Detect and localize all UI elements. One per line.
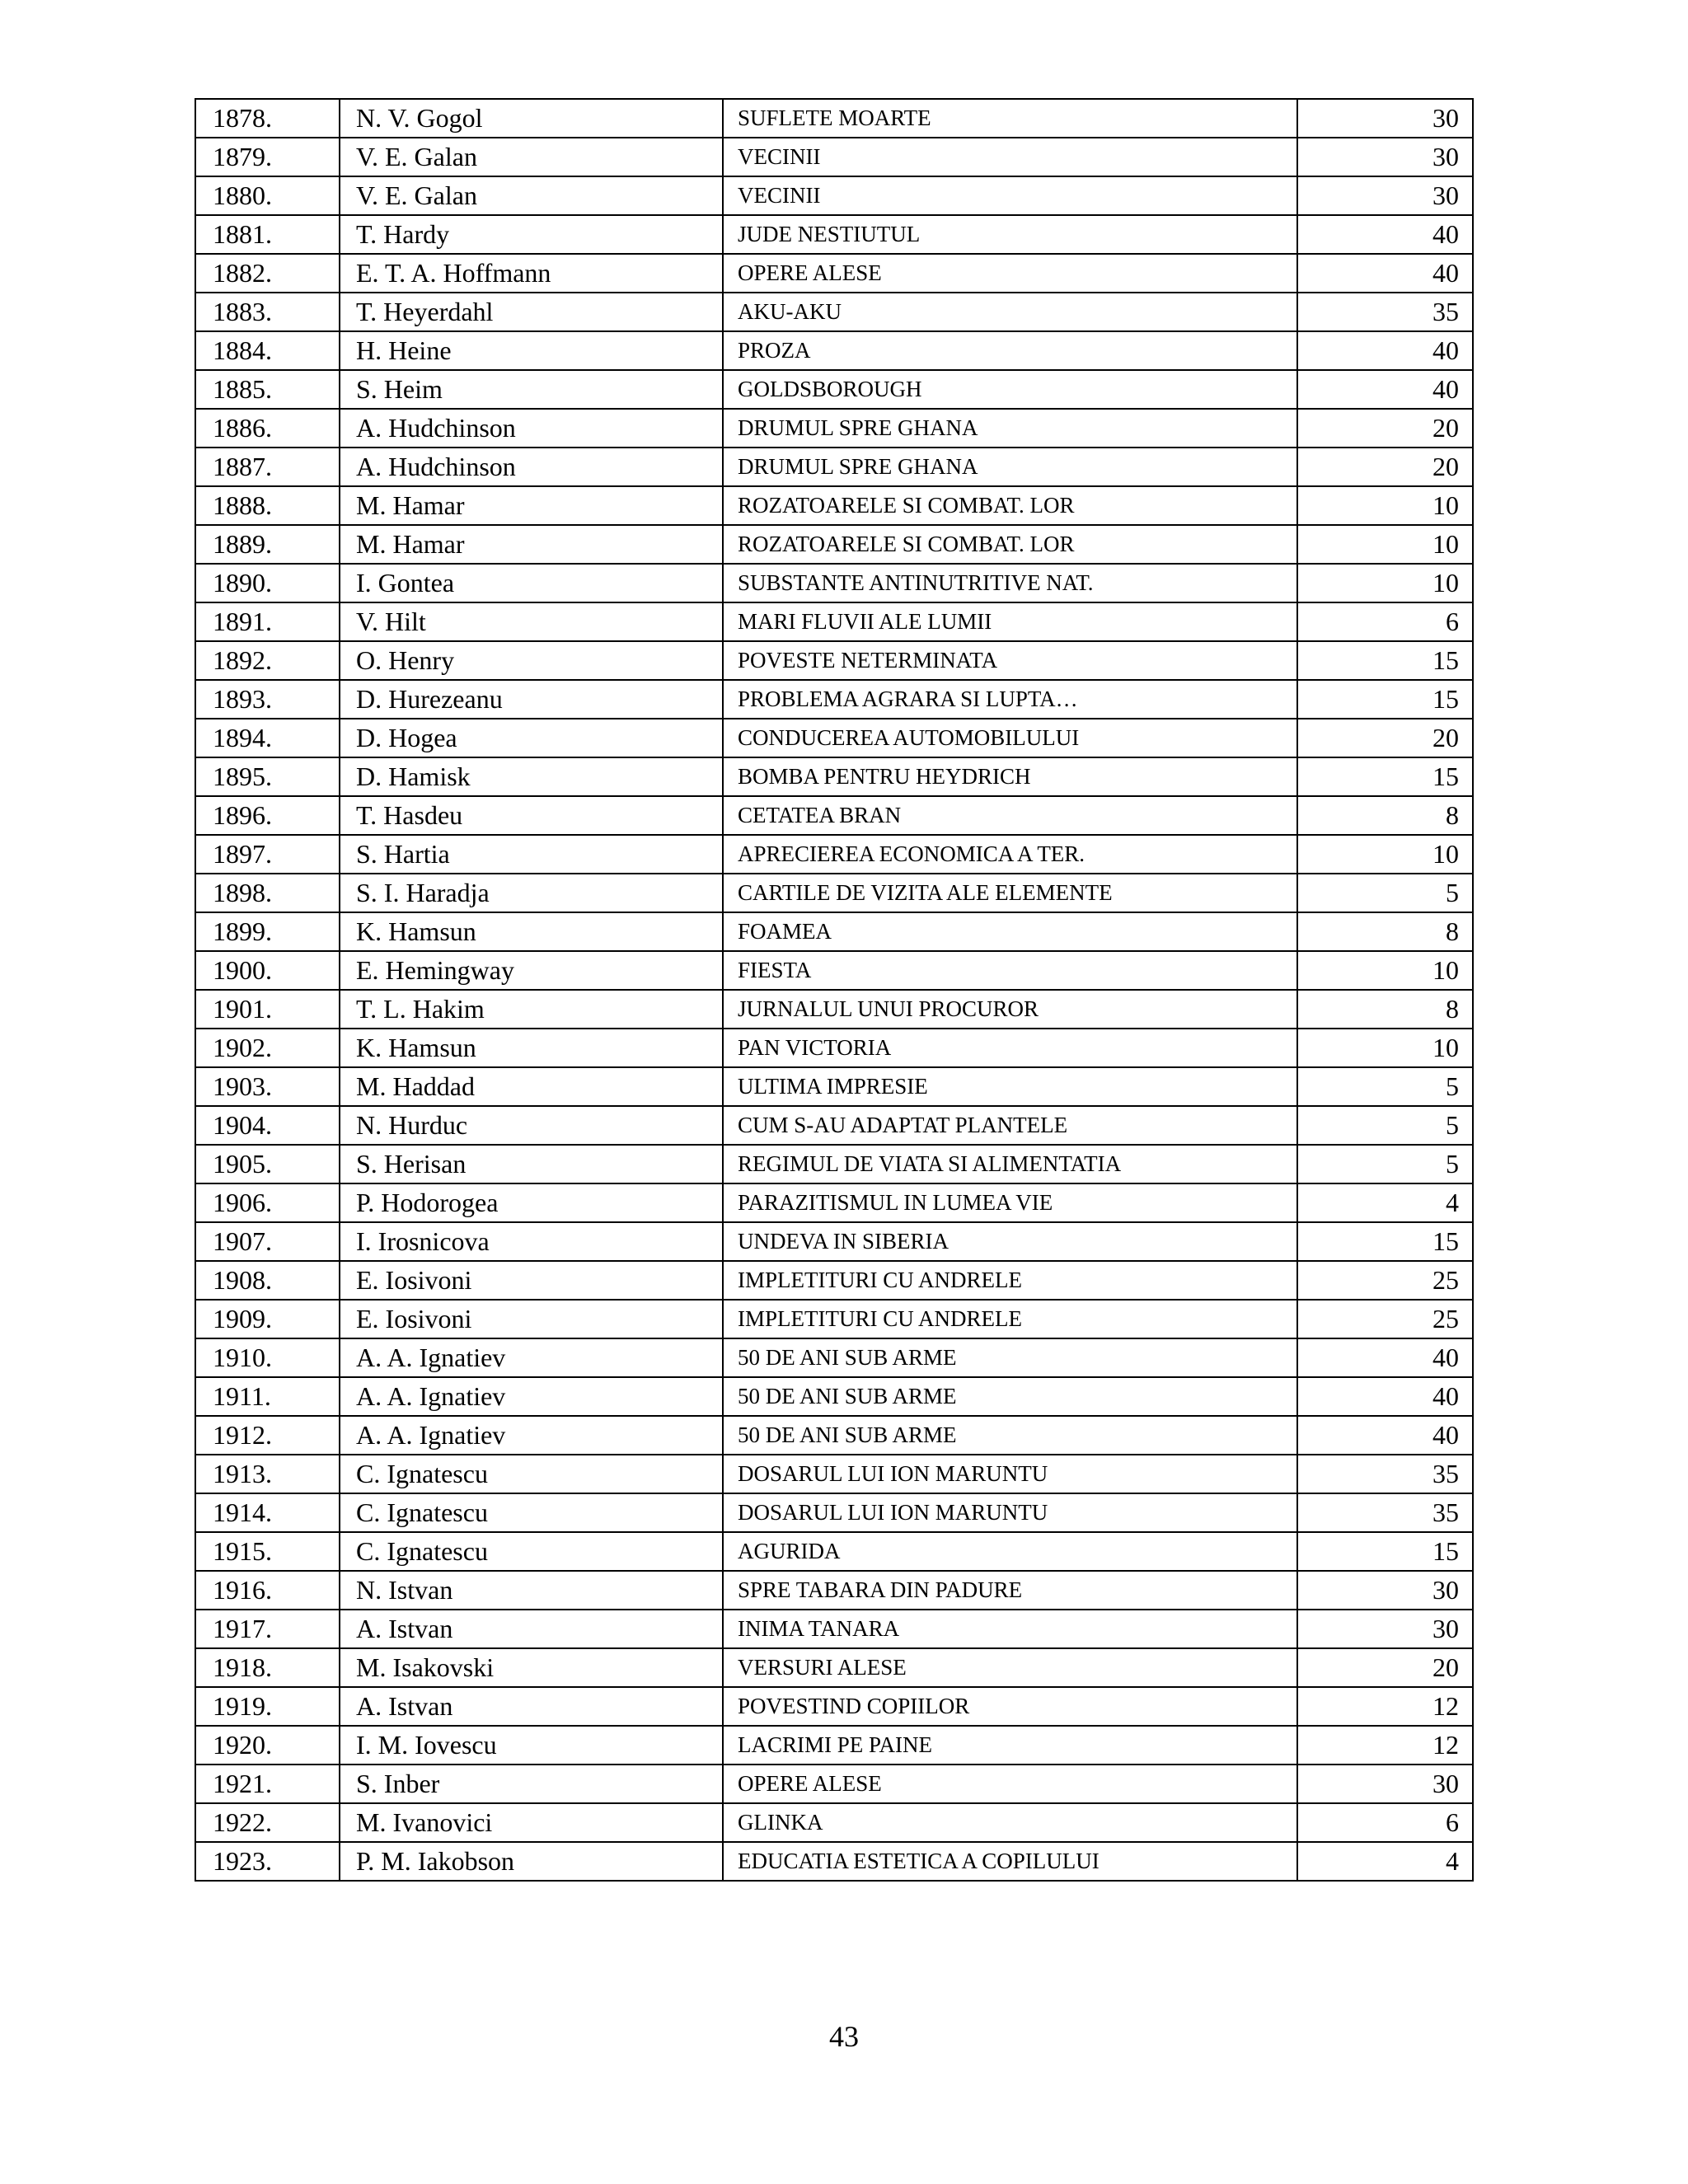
book-title-cell: FOAMEA (723, 912, 1297, 951)
book-title-cell: SUBSTANTE ANTINUTRITIVE NAT. (723, 564, 1297, 602)
row-number-cell: 1914. (195, 1493, 340, 1532)
quantity-cell: 5 (1297, 1067, 1473, 1106)
table-row (195, 370, 1473, 409)
quantity-cell: 10 (1297, 1029, 1473, 1067)
row-number-cell: 1895. (195, 757, 340, 796)
table-row (195, 1455, 1473, 1493)
author-cell: V. E. Galan (340, 176, 723, 215)
book-title-cell: CONDUCEREA AUTOMOBILULUI (723, 719, 1297, 757)
row-number-cell: 1919. (195, 1687, 340, 1726)
author-cell: M. Hamar (340, 486, 723, 525)
author-cell: M. Haddad (340, 1067, 723, 1106)
table-row (195, 254, 1473, 293)
author-cell: E. Hemingway (340, 951, 723, 990)
quantity-cell: 12 (1297, 1726, 1473, 1765)
author-cell: M. Hamar (340, 525, 723, 564)
row-number-cell: 1909. (195, 1300, 340, 1338)
book-title-cell: REGIMUL DE VIATA SI ALIMENTATIA (723, 1145, 1297, 1183)
row-number-cell: 1920. (195, 1726, 340, 1765)
table-row (195, 1765, 1473, 1803)
table-row (195, 1261, 1473, 1300)
book-title-cell: DOSARUL LUI ION MARUNTU (723, 1455, 1297, 1493)
author-cell: N. V. Gogol (340, 99, 723, 138)
quantity-cell: 30 (1297, 176, 1473, 215)
table-row (195, 138, 1473, 176)
book-title-cell: JUDE NESTIUTUL (723, 215, 1297, 254)
page-number: 43 (829, 2020, 859, 2053)
table-row (195, 1803, 1473, 1842)
quantity-cell: 8 (1297, 912, 1473, 951)
author-cell: C. Ignatescu (340, 1455, 723, 1493)
book-title-cell: 50 DE ANI SUB ARME (723, 1416, 1297, 1455)
table-row (195, 1687, 1473, 1726)
row-number-cell: 1887. (195, 448, 340, 486)
table-row (195, 1067, 1473, 1106)
quantity-cell: 25 (1297, 1300, 1473, 1338)
table-row (195, 1416, 1473, 1455)
row-number-cell: 1922. (195, 1803, 340, 1842)
book-title-cell: PAN VICTORIA (723, 1029, 1297, 1067)
author-cell: P. M. Iakobson (340, 1842, 723, 1881)
table-row (195, 990, 1473, 1029)
quantity-cell: 4 (1297, 1183, 1473, 1222)
quantity-cell: 40 (1297, 1416, 1473, 1455)
book-title-cell: GLINKA (723, 1803, 1297, 1842)
book-title-cell: JURNALUL UNUI PROCUROR (723, 990, 1297, 1029)
quantity-cell: 25 (1297, 1261, 1473, 1300)
row-number-cell: 1898. (195, 874, 340, 912)
row-number-cell: 1910. (195, 1338, 340, 1377)
table-row (195, 1183, 1473, 1222)
book-title-cell: LACRIMI PE PAINE (723, 1726, 1297, 1765)
author-cell: H. Heine (340, 331, 723, 370)
book-title-cell: 50 DE ANI SUB ARME (723, 1377, 1297, 1416)
row-number-cell: 1896. (195, 796, 340, 835)
table-row (195, 757, 1473, 796)
quantity-cell: 12 (1297, 1687, 1473, 1726)
author-cell: C. Ignatescu (340, 1493, 723, 1532)
row-number-cell: 1886. (195, 409, 340, 448)
quantity-cell: 10 (1297, 525, 1473, 564)
book-title-cell: DRUMUL SPRE GHANA (723, 448, 1297, 486)
author-cell: I. Irosnicova (340, 1222, 723, 1261)
author-cell: D. Hamisk (340, 757, 723, 796)
table-row (195, 293, 1473, 331)
quantity-cell: 5 (1297, 1106, 1473, 1145)
row-number-cell: 1894. (195, 719, 340, 757)
author-cell: E. Iosivoni (340, 1261, 723, 1300)
author-cell: K. Hamsun (340, 1029, 723, 1067)
table-row (195, 331, 1473, 370)
table-row (195, 680, 1473, 719)
book-title-cell: GOLDSBOROUGH (723, 370, 1297, 409)
author-cell: A. Istvan (340, 1610, 723, 1648)
book-title-cell: IMPLETITURI CU ANDRELE (723, 1300, 1297, 1338)
book-title-cell: IMPLETITURI CU ANDRELE (723, 1261, 1297, 1300)
quantity-cell: 15 (1297, 641, 1473, 680)
book-title-cell: PROBLEMA AGRARA SI LUPTA… (723, 680, 1297, 719)
table-row (195, 525, 1473, 564)
row-number-cell: 1880. (195, 176, 340, 215)
row-number-cell: 1893. (195, 680, 340, 719)
table-row (195, 1145, 1473, 1183)
book-title-cell: MARI FLUVII ALE LUMII (723, 602, 1297, 641)
row-number-cell: 1903. (195, 1067, 340, 1106)
book-title-cell: AGURIDA (723, 1532, 1297, 1571)
row-number-cell: 1878. (195, 99, 340, 138)
book-title-cell: VECINII (723, 138, 1297, 176)
row-number-cell: 1921. (195, 1765, 340, 1803)
quantity-cell: 5 (1297, 874, 1473, 912)
table-row (195, 641, 1473, 680)
table-row (195, 602, 1473, 641)
book-title-cell: SPRE TABARA DIN PADURE (723, 1571, 1297, 1610)
row-number-cell: 1892. (195, 641, 340, 680)
book-title-cell: CETATEA BRAN (723, 796, 1297, 835)
inventory-table-body (195, 99, 1473, 1881)
quantity-cell: 15 (1297, 757, 1473, 796)
row-number-cell: 1912. (195, 1416, 340, 1455)
author-cell: S. Hartia (340, 835, 723, 874)
book-title-cell: ROZATOARELE SI COMBAT. LOR (723, 525, 1297, 564)
author-cell: A. Istvan (340, 1687, 723, 1726)
author-cell: M. Isakovski (340, 1648, 723, 1687)
row-number-cell: 1885. (195, 370, 340, 409)
table-row (195, 912, 1473, 951)
table-row (195, 796, 1473, 835)
author-cell: V. E. Galan (340, 138, 723, 176)
row-number-cell: 1905. (195, 1145, 340, 1183)
table-row (195, 1532, 1473, 1571)
table-row (195, 1610, 1473, 1648)
table-row (195, 1222, 1473, 1261)
author-cell: T. Hardy (340, 215, 723, 254)
quantity-cell: 8 (1297, 796, 1473, 835)
row-number-cell: 1897. (195, 835, 340, 874)
author-cell: A. Hudchinson (340, 409, 723, 448)
table-row (195, 409, 1473, 448)
book-title-cell: VECINII (723, 176, 1297, 215)
author-cell: A. A. Ignatiev (340, 1416, 723, 1455)
quantity-cell: 30 (1297, 1571, 1473, 1610)
book-title-cell: PARAZITISMUL IN LUMEA VIE (723, 1183, 1297, 1222)
book-title-cell: OPERE ALESE (723, 254, 1297, 293)
quantity-cell: 40 (1297, 370, 1473, 409)
table-row (195, 874, 1473, 912)
row-number-cell: 1904. (195, 1106, 340, 1145)
row-number-cell: 1906. (195, 1183, 340, 1222)
author-cell: S. Heim (340, 370, 723, 409)
table-row (195, 1726, 1473, 1765)
author-cell: N. Hurduc (340, 1106, 723, 1145)
row-number-cell: 1889. (195, 525, 340, 564)
author-cell: I. Gontea (340, 564, 723, 602)
row-number-cell: 1916. (195, 1571, 340, 1610)
table-row (195, 486, 1473, 525)
quantity-cell: 10 (1297, 564, 1473, 602)
author-cell: K. Hamsun (340, 912, 723, 951)
table-row (195, 99, 1473, 138)
quantity-cell: 20 (1297, 448, 1473, 486)
book-title-cell: EDUCATIA ESTETICA A COPILULUI (723, 1842, 1297, 1881)
book-title-cell: BOMBA PENTRU HEYDRICH (723, 757, 1297, 796)
quantity-cell: 4 (1297, 1842, 1473, 1881)
row-number-cell: 1907. (195, 1222, 340, 1261)
author-cell: O. Henry (340, 641, 723, 680)
quantity-cell: 10 (1297, 486, 1473, 525)
row-number-cell: 1884. (195, 331, 340, 370)
quantity-cell: 10 (1297, 951, 1473, 990)
quantity-cell: 35 (1297, 1455, 1473, 1493)
row-number-cell: 1883. (195, 293, 340, 331)
book-title-cell: 50 DE ANI SUB ARME (723, 1338, 1297, 1377)
row-number-cell: 1879. (195, 138, 340, 176)
table-row (195, 1106, 1473, 1145)
quantity-cell: 10 (1297, 835, 1473, 874)
table-row (195, 835, 1473, 874)
author-cell: T. Heyerdahl (340, 293, 723, 331)
quantity-cell: 15 (1297, 1222, 1473, 1261)
table-row (195, 215, 1473, 254)
row-number-cell: 1913. (195, 1455, 340, 1493)
row-number-cell: 1915. (195, 1532, 340, 1571)
book-title-cell: CUM S-AU ADAPTAT PLANTELE (723, 1106, 1297, 1145)
quantity-cell: 35 (1297, 1493, 1473, 1532)
author-cell: A. A. Ignatiev (340, 1377, 723, 1416)
quantity-cell: 30 (1297, 1610, 1473, 1648)
book-title-cell: UNDEVA IN SIBERIA (723, 1222, 1297, 1261)
author-cell: S. Herisan (340, 1145, 723, 1183)
book-title-cell: POVESTE NETERMINATA (723, 641, 1297, 680)
author-cell: T. Hasdeu (340, 796, 723, 835)
author-cell: P. Hodorogea (340, 1183, 723, 1222)
book-title-cell: POVESTIND COPIILOR (723, 1687, 1297, 1726)
book-title-cell: AKU-AKU (723, 293, 1297, 331)
book-title-cell: CARTILE DE VIZITA ALE ELEMENTE (723, 874, 1297, 912)
table-row (195, 1029, 1473, 1067)
row-number-cell: 1890. (195, 564, 340, 602)
author-cell: E. Iosivoni (340, 1300, 723, 1338)
row-number-cell: 1882. (195, 254, 340, 293)
table-row (195, 1842, 1473, 1881)
quantity-cell: 30 (1297, 99, 1473, 138)
author-cell: N. Istvan (340, 1571, 723, 1610)
quantity-cell: 6 (1297, 1803, 1473, 1842)
row-number-cell: 1900. (195, 951, 340, 990)
table-row (195, 719, 1473, 757)
book-title-cell: OPERE ALESE (723, 1765, 1297, 1803)
author-cell: S. Inber (340, 1765, 723, 1803)
row-number-cell: 1891. (195, 602, 340, 641)
row-number-cell: 1911. (195, 1377, 340, 1416)
row-number-cell: 1881. (195, 215, 340, 254)
table-row (195, 448, 1473, 486)
book-title-cell: DRUMUL SPRE GHANA (723, 409, 1297, 448)
row-number-cell: 1908. (195, 1261, 340, 1300)
row-number-cell: 1888. (195, 486, 340, 525)
quantity-cell: 30 (1297, 1765, 1473, 1803)
quantity-cell: 40 (1297, 1338, 1473, 1377)
quantity-cell: 40 (1297, 331, 1473, 370)
table-row (195, 1377, 1473, 1416)
quantity-cell: 20 (1297, 1648, 1473, 1687)
table-row (195, 1493, 1473, 1532)
author-cell: S. I. Haradja (340, 874, 723, 912)
author-cell: V. Hilt (340, 602, 723, 641)
row-number-cell: 1923. (195, 1842, 340, 1881)
table-row (195, 1571, 1473, 1610)
table-row (195, 176, 1473, 215)
inventory-table (195, 98, 1474, 1882)
book-title-cell: INIMA TANARA (723, 1610, 1297, 1648)
author-cell: C. Ignatescu (340, 1532, 723, 1571)
author-cell: D. Hogea (340, 719, 723, 757)
quantity-cell: 20 (1297, 409, 1473, 448)
book-title-cell: APRECIEREA ECONOMICA A TER. (723, 835, 1297, 874)
table-row (195, 1338, 1473, 1377)
quantity-cell: 5 (1297, 1145, 1473, 1183)
book-title-cell: DOSARUL LUI ION MARUNTU (723, 1493, 1297, 1532)
book-title-cell: ROZATOARELE SI COMBAT. LOR (723, 486, 1297, 525)
table-row (195, 564, 1473, 602)
quantity-cell: 35 (1297, 293, 1473, 331)
quantity-cell: 15 (1297, 680, 1473, 719)
quantity-cell: 8 (1297, 990, 1473, 1029)
book-title-cell: VERSURI ALESE (723, 1648, 1297, 1687)
book-title-cell: PROZA (723, 331, 1297, 370)
row-number-cell: 1918. (195, 1648, 340, 1687)
row-number-cell: 1899. (195, 912, 340, 951)
author-cell: I. M. Iovescu (340, 1726, 723, 1765)
author-cell: M. Ivanovici (340, 1803, 723, 1842)
quantity-cell: 30 (1297, 138, 1473, 176)
author-cell: A. A. Ignatiev (340, 1338, 723, 1377)
quantity-cell: 40 (1297, 215, 1473, 254)
quantity-cell: 40 (1297, 1377, 1473, 1416)
quantity-cell: 15 (1297, 1532, 1473, 1571)
book-title-cell: FIESTA (723, 951, 1297, 990)
row-number-cell: 1902. (195, 1029, 340, 1067)
quantity-cell: 6 (1297, 602, 1473, 641)
quantity-cell: 40 (1297, 254, 1473, 293)
author-cell: E. T. A. Hoffmann (340, 254, 723, 293)
author-cell: D. Hurezeanu (340, 680, 723, 719)
book-title-cell: SUFLETE MOARTE (723, 99, 1297, 138)
table-row (195, 1300, 1473, 1338)
book-title-cell: ULTIMA IMPRESIE (723, 1067, 1297, 1106)
row-number-cell: 1901. (195, 990, 340, 1029)
quantity-cell: 20 (1297, 719, 1473, 757)
table-row (195, 951, 1473, 990)
table-row (195, 1648, 1473, 1687)
author-cell: A. Hudchinson (340, 448, 723, 486)
row-number-cell: 1917. (195, 1610, 340, 1648)
author-cell: T. L. Hakim (340, 990, 723, 1029)
